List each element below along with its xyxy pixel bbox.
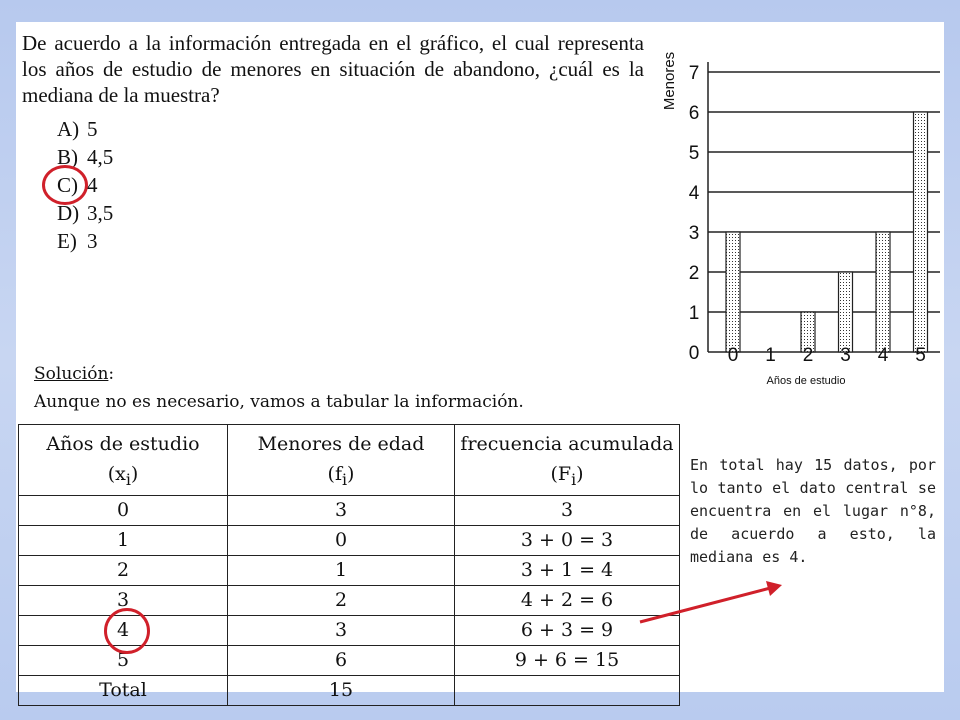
y-tick-label: 0 [688,343,700,364]
header-label: Menores de edad [257,433,425,455]
option-value: 5 [87,117,98,141]
table-cell: 3 [19,585,228,615]
header-cell [19,425,228,496]
option-letter: A) [57,117,80,141]
table-cell: 15 [228,675,455,705]
table-cell: 6 [228,645,455,675]
table-cell: 3 [455,495,680,525]
solution-text: Aunque no es necesario, vamos a tabular la información. [34,392,524,412]
table-cell: 1 [228,555,455,585]
x-tick-label: 2 [802,345,814,366]
table-cell: 3 [228,495,455,525]
table-row [19,495,680,525]
option-letter: D) [57,201,80,225]
y-tick-label: 7 [688,63,700,84]
frequency-table [18,424,680,706]
header-cell [455,425,680,496]
x-axis-label: Años de estudio [766,375,846,387]
header-label: Años de estudio [46,433,200,455]
bar [914,112,928,352]
y-axis-label: Menores [661,51,678,111]
table-cell: Total [19,675,228,705]
table-row [19,675,680,705]
y-tick-label: 3 [688,223,700,244]
table-cell: 2 [228,585,455,615]
solution-block [34,360,524,416]
x-tick-label: 4 [877,345,889,366]
table-header-row [19,425,680,496]
option-a [57,115,113,143]
explanation-note: En total hay 15 datos, por lo tanto el dato central se encuentra en el lugar n°8, de acuerdo a esto, la mediana es 4. [690,456,936,566]
header-symbol: $(f_i)$ [327,463,355,489]
x-tick-label: 3 [840,345,851,366]
question-text: De acuerdo a la información entregada en el gráfico, el cual representa los años de estudio de menores en situación de abandono, ¿cuál es la mediana de la muestra? [22,31,644,107]
red-arrow [630,576,790,628]
answer-highlight-circle [42,165,88,205]
header-label: frecuencia acumulada [460,433,674,455]
x-tick-label: 0 [727,345,739,366]
option-letter: C) [57,173,78,197]
x-tick-label: 5 [915,345,926,366]
option-value: 3,5 [87,201,114,225]
table-cell: 3 + 0 = 3 [455,525,680,555]
table-cell: 0 [228,525,455,555]
y-tick-label: 5 [688,143,700,164]
table-cell: 6 + 3 = 9 [455,615,680,645]
median-highlight-circle [104,608,150,654]
table-cell: 4 + 2 = 6 [455,585,680,615]
option-e [57,227,113,255]
solution-heading-line [34,360,524,388]
y-tick-label: 2 [688,263,700,284]
bar-chart [656,26,940,388]
option-value: 3 [87,229,98,253]
table-cell: 5 [19,645,228,675]
y-tick-label: 4 [688,183,700,204]
table-cell: 4 [19,615,228,645]
bar [839,272,853,352]
table-cell [455,675,680,705]
table-cell: 3 [228,615,455,645]
table-cell: 0 [19,495,228,525]
table-cell: 1 [19,525,228,555]
solution-heading: Solución [34,364,109,384]
x-tick-label: 1 [765,345,776,366]
bar-chart-svg [656,26,940,388]
table-row [19,555,680,585]
header-symbol: $(x_i)$ [107,463,139,489]
solution-colon: : [108,364,115,384]
option-letter: E) [57,229,77,253]
table-row [19,525,680,555]
y-tick-label: 6 [688,103,700,124]
header-symbol: $(F_i)$ [550,463,584,489]
header-cell [228,425,455,496]
bar [876,232,890,352]
option-value: 4,5 [87,145,114,169]
bar [726,232,740,352]
y-tick-label: 1 [688,303,700,324]
table-cell: 9 + 6 = 15 [455,645,680,675]
option-letter: B) [57,145,78,169]
table-cell: 3 + 1 = 4 [455,555,680,585]
option-value: 4 [87,173,98,197]
table-cell: 2 [19,555,228,585]
